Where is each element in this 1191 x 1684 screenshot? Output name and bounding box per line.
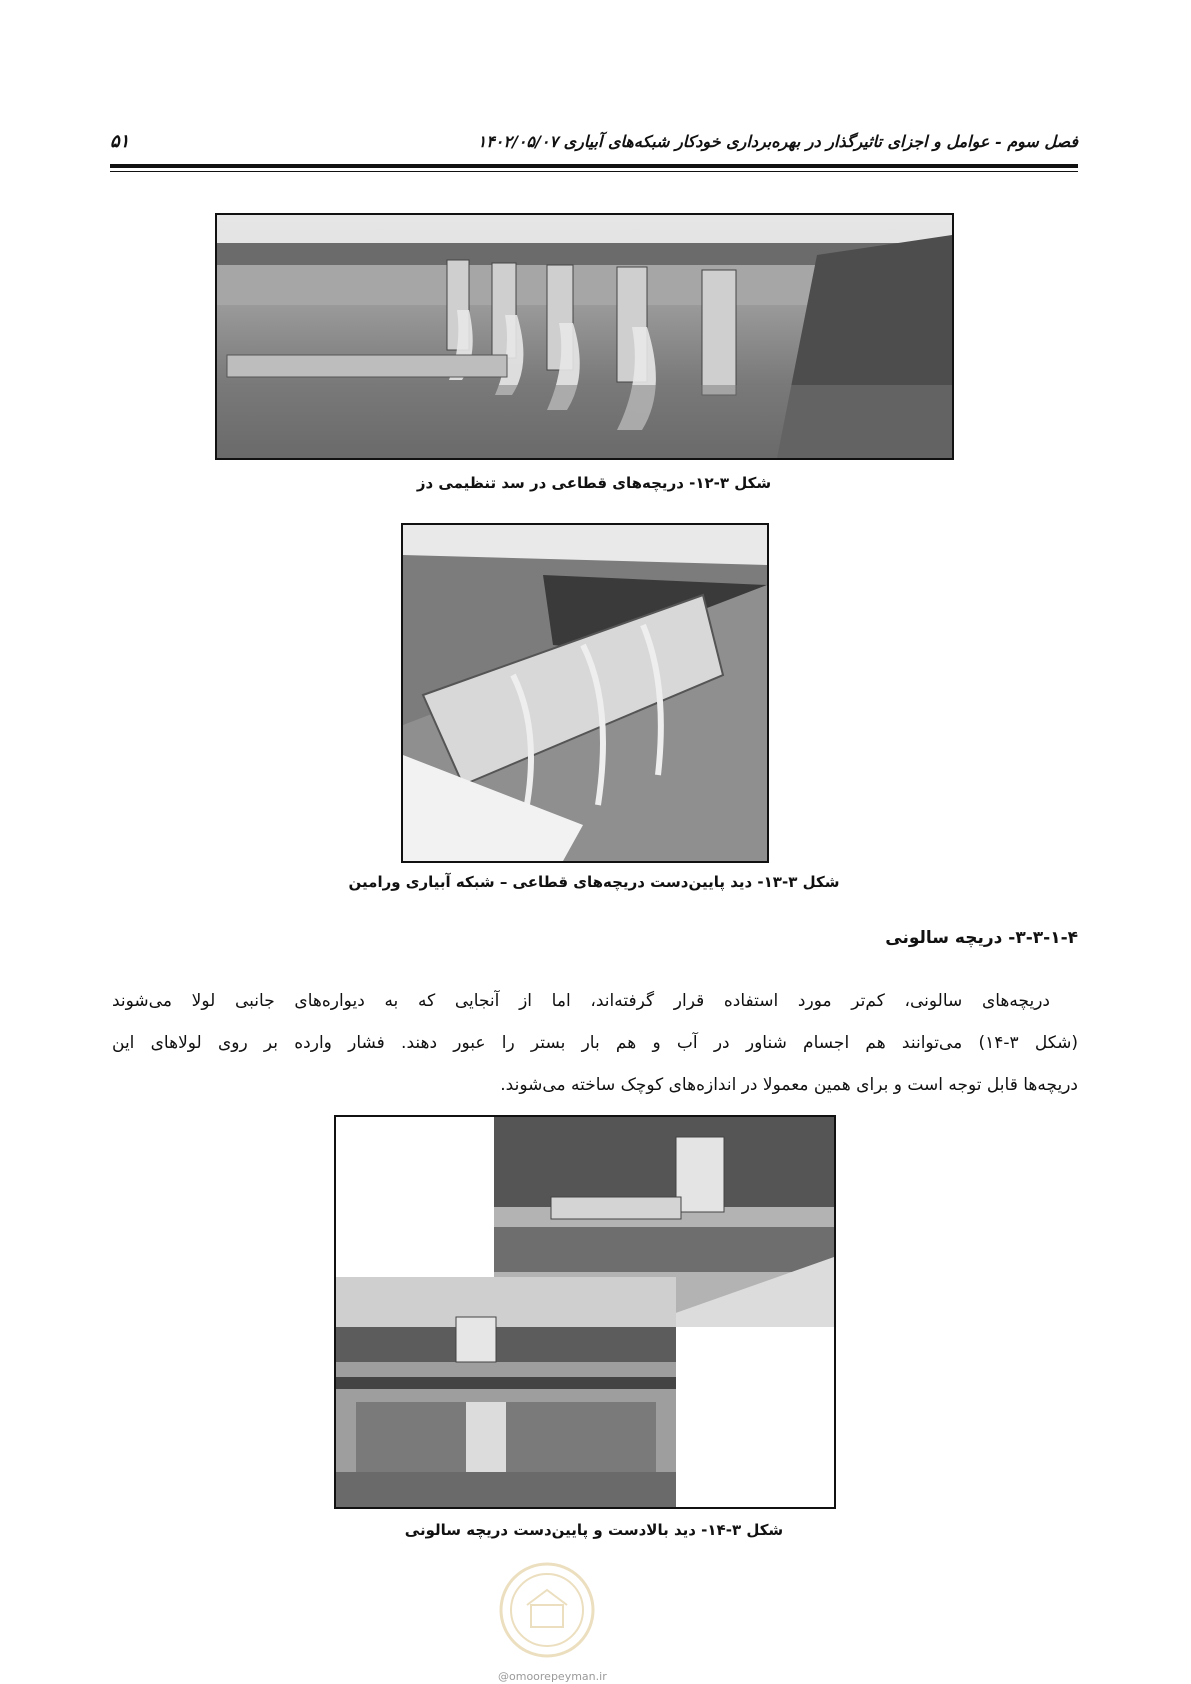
downstream-photo — [336, 1277, 676, 1507]
section-heading: ۳-۳-۱-۴- دریچه سالونی — [885, 928, 1078, 948]
watermark-logo-icon — [497, 1560, 597, 1660]
figure-photo-radial-gates-downstream — [401, 523, 769, 863]
running-header: فصل سوم - عوامل و اجزای تاثیرگذار در بهره‌برداری خودکار شبکه‌های آبیاری ۱۴۰۲/۰۵/۰۷ — [477, 132, 1078, 151]
figure-caption: شکل ۳-۱۲- دریچه‌های قطاعی در سد تنظیمی دز — [416, 474, 772, 492]
figure-photo-louver-gate — [334, 1115, 836, 1509]
body-paragraph — [112, 980, 1078, 1106]
figure-photo-radial-gates-dam — [215, 213, 954, 460]
paragraph-line: دریچه‌های سالونی، کم‌تر مورد استفاده قرار گرفته‌اند، اما از آنجایی که به دیواره‌های جانبی لولا می‌شوند — [112, 991, 1050, 1011]
figure-caption: شکل ۳-۱۴- دید بالادست و پایین‌دست دریچه سالونی — [404, 1521, 784, 1539]
header-rule — [110, 164, 1078, 168]
header-rule-thin — [110, 171, 1078, 172]
page-number: ۵۱ — [110, 131, 130, 152]
paragraph-line: دریچه‌ها قابل توجه است و برای همین معمولا در اندازه‌های کوچک ساخته می‌شوند. — [500, 1075, 1078, 1095]
watermark-url: @omoorepeyman.ir — [498, 1670, 607, 1683]
paragraph-line: (شکل ۳-۱۴) می‌توانند هم اجسام شناور در آب و هم بار بستر را عبور دهند. فشار وارده بر روی لولاهای این — [112, 1033, 1078, 1053]
figure-caption: شکل ۳-۱۳- دید پایین‌دست دریچه‌های قطاعی – شبکه آبیاری ورامین — [348, 873, 840, 891]
